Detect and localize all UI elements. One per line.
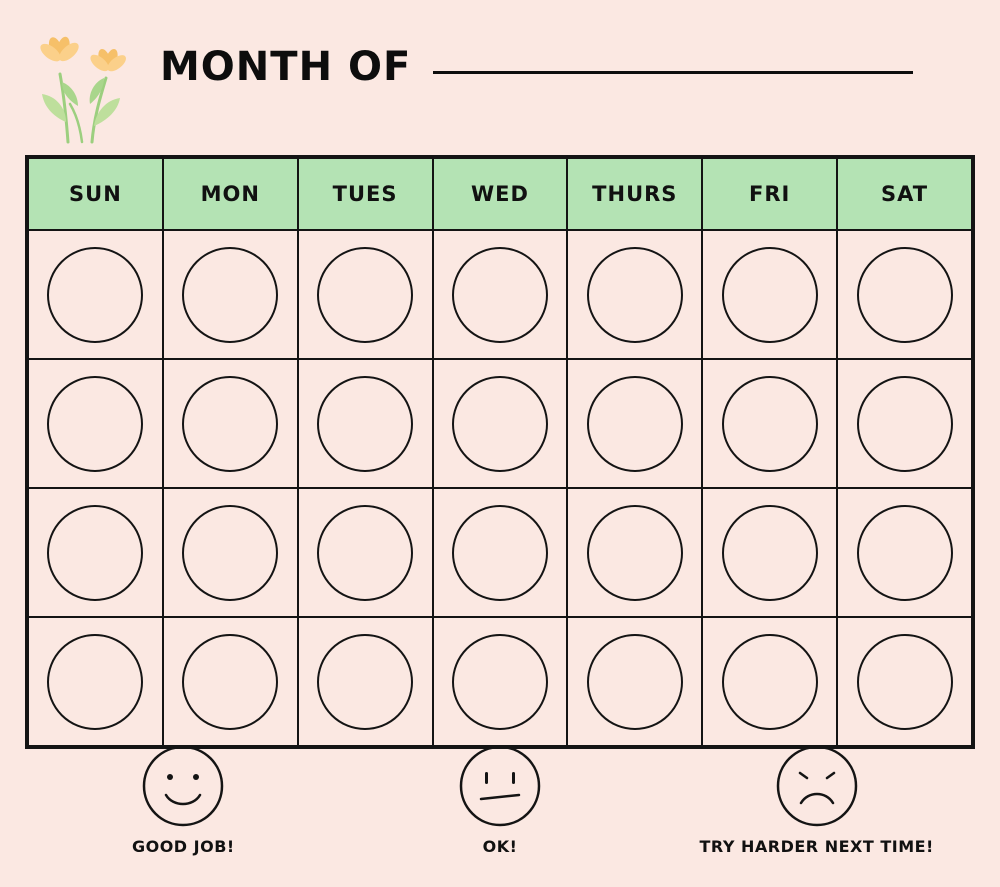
day-circle[interactable] <box>857 247 953 343</box>
weekday-header-sun: SUN <box>28 158 163 230</box>
day-circle[interactable] <box>452 376 548 472</box>
calendar-cell[interactable] <box>567 359 702 488</box>
legend-item-good-job <box>25 745 342 856</box>
smiley-neutral-icon <box>459 745 541 827</box>
day-circle[interactable] <box>857 505 953 601</box>
calendar-cell[interactable] <box>163 617 298 746</box>
day-circle[interactable] <box>47 634 143 730</box>
calendar-cell[interactable] <box>298 359 433 488</box>
legend-item-try-harder <box>658 745 975 856</box>
calendar-cell[interactable] <box>567 617 702 746</box>
day-circle[interactable] <box>182 505 278 601</box>
weekday-header-row <box>28 158 972 230</box>
day-circle[interactable] <box>317 247 413 343</box>
calendar-cell[interactable] <box>702 488 837 617</box>
weekday-header-tues: TUES <box>298 158 433 230</box>
calendar-cell[interactable] <box>298 230 433 359</box>
day-circle[interactable] <box>182 376 278 472</box>
day-circle[interactable] <box>182 634 278 730</box>
day-circle[interactable] <box>857 376 953 472</box>
day-circle[interactable] <box>452 505 548 601</box>
calendar-row <box>28 359 972 488</box>
calendar-cell[interactable] <box>28 359 163 488</box>
calendar-cell[interactable] <box>702 230 837 359</box>
day-circle[interactable] <box>452 634 548 730</box>
calendar-cell[interactable] <box>702 359 837 488</box>
calendar-grid <box>25 155 975 749</box>
smiley-sad-icon <box>776 745 858 827</box>
calendar-cell[interactable] <box>298 617 433 746</box>
weekday-header-sat: SAT <box>837 158 972 230</box>
legend-item-ok <box>342 745 659 856</box>
calendar-cell[interactable] <box>163 359 298 488</box>
legend-label-try-harder: TRY HARDER NEXT TIME! <box>699 837 934 856</box>
calendar-cell[interactable] <box>433 488 568 617</box>
calendar-cell[interactable] <box>28 230 163 359</box>
calendar-cell[interactable] <box>433 617 568 746</box>
calendar-cell[interactable] <box>837 230 972 359</box>
weekday-header-thurs: THURS <box>567 158 702 230</box>
calendar-cell[interactable] <box>163 230 298 359</box>
calendar-cell[interactable] <box>28 617 163 746</box>
page-title: MONTH OF <box>160 44 412 90</box>
page-header <box>0 0 1000 150</box>
day-circle[interactable] <box>47 376 143 472</box>
calendar-cell[interactable] <box>163 488 298 617</box>
day-circle[interactable] <box>587 505 683 601</box>
day-circle[interactable] <box>587 634 683 730</box>
day-circle[interactable] <box>182 247 278 343</box>
weekday-header-fri: FRI <box>702 158 837 230</box>
day-circle[interactable] <box>722 634 818 730</box>
calendar-row <box>28 488 972 617</box>
calendar-cell[interactable] <box>433 230 568 359</box>
legend <box>25 745 975 875</box>
calendar-cell[interactable] <box>702 617 837 746</box>
day-circle[interactable] <box>857 634 953 730</box>
calendar-row <box>28 617 972 746</box>
day-circle[interactable] <box>317 634 413 730</box>
title-row <box>160 44 913 90</box>
day-circle[interactable] <box>587 247 683 343</box>
calendar-cell[interactable] <box>433 359 568 488</box>
day-circle[interactable] <box>722 247 818 343</box>
month-name-blank-field[interactable] <box>433 71 913 74</box>
day-circle[interactable] <box>47 247 143 343</box>
calendar-cell[interactable] <box>28 488 163 617</box>
day-circle[interactable] <box>722 505 818 601</box>
flowers-icon <box>30 30 150 145</box>
calendar-cell[interactable] <box>837 617 972 746</box>
smiley-happy-icon <box>142 745 224 827</box>
day-circle[interactable] <box>47 505 143 601</box>
day-circle[interactable] <box>317 505 413 601</box>
legend-label-good-job: GOOD JOB! <box>131 837 235 856</box>
legend-label-ok: OK! <box>482 837 518 856</box>
weekday-header-wed: WED <box>433 158 568 230</box>
calendar-cell[interactable] <box>567 488 702 617</box>
weekday-header-mon: MON <box>163 158 298 230</box>
calendar-cell[interactable] <box>567 230 702 359</box>
calendar-cell[interactable] <box>837 488 972 617</box>
day-circle[interactable] <box>587 376 683 472</box>
calendar-row <box>28 230 972 359</box>
day-circle[interactable] <box>452 247 548 343</box>
day-circle[interactable] <box>317 376 413 472</box>
calendar-cell[interactable] <box>298 488 433 617</box>
calendar-cell[interactable] <box>837 359 972 488</box>
day-circle[interactable] <box>722 376 818 472</box>
